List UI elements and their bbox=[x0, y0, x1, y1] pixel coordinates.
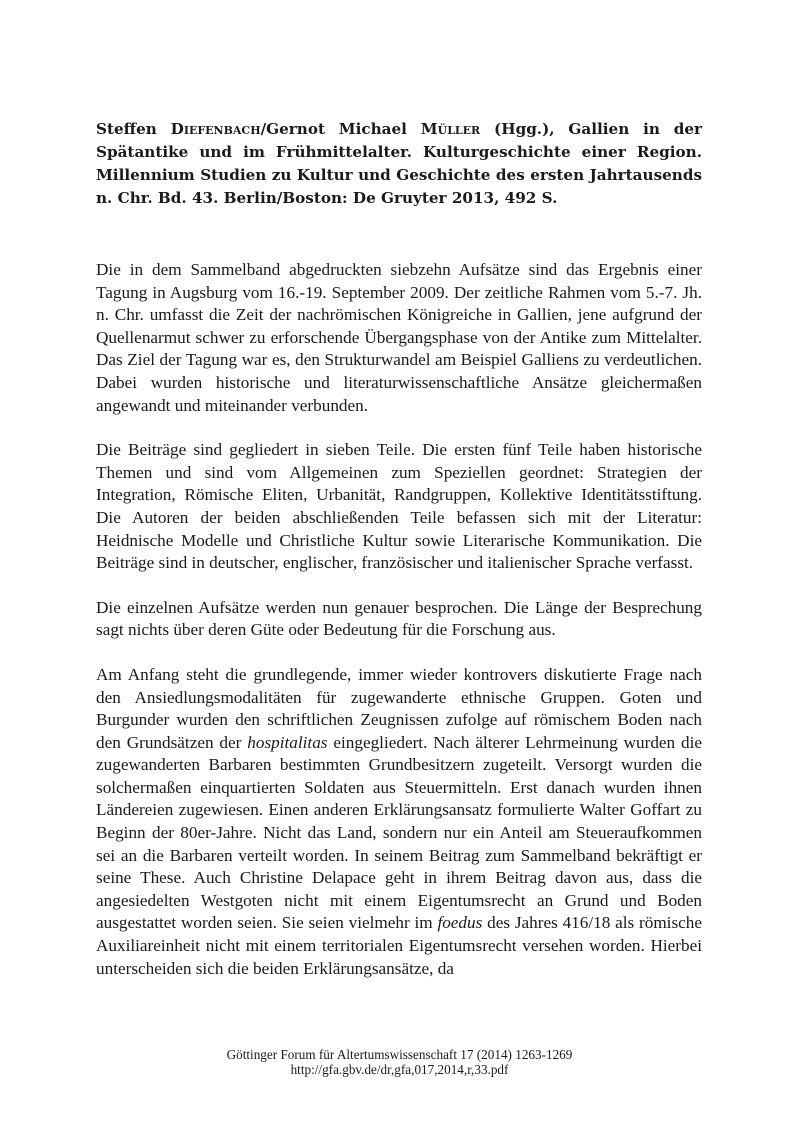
author2-first: Gernot Michael bbox=[266, 120, 421, 138]
paragraph-2: Die Beiträge sind gegliedert in sieben Teile. Die ersten fünf Teile haben historische Themen und sind vom Allgemeinen zum Speziellen geordnet: Strategien der Integration, Römische Eliten, Urbanität, Randgruppen, Kollektive Identitätsstiftung. Die Autoren der beiden abschließenden Teile befassen sich mit der Literatur: Heidnische Modelle und Christliche Kultur sowie Literarische Kommunikation. Die Beiträge sind in deutscher, englischer, französischer und italienischer Sprache verfasst. bbox=[96, 440, 702, 573]
paragraph-4-part-a: Am Anfang steht die grundlegende, immer wieder kontrovers diskutierte Frage nach den Ansiedlungsmodalitäten für zugewanderte ethnische Gruppen. Goten und Burgunder wurden den schriftlichen Zeugnissen zufolge auf römischem Boden nach den Grundsätzen der bbox=[96, 664, 702, 752]
author1-first: Steffen bbox=[96, 120, 171, 138]
author-separator: / bbox=[260, 120, 267, 138]
review-body bbox=[96, 259, 702, 980]
footer-url: http://gfa.gbv.de/dr,gfa,017,2014,r,33.pdf bbox=[290, 1062, 509, 1077]
paragraph-4 bbox=[96, 664, 702, 980]
paragraph-4-part-c: des Jahres 416/18 als römische Auxiliareinheit nicht mit einem territorialen Eigentumsrecht versehen worden. Hierbei unterscheiden sich die beiden Erklärungsansätze, da bbox=[96, 913, 702, 978]
paragraph-1: Die in dem Sammelband abgedruckten siebzehn Aufsätze sind das Ergebnis einer Tagung in Augsburg vom 16.-19. September 2009. Der zeitliche Rahmen vom 5.-7. Jh. n. Chr. umfasst die Zeit der nachrömischen Königreiche in Gallien, jene aufgrund der Quellenarmut schwer zu erforschende Übergangsphase von der Antike zum Mittelalter. Das Ziel der Tagung war es, den Strukturwandel am Beispiel Galliens zu verdeutlichen. Dabei wurden historische und literaturwissenschaftliche Ansätze gleichermaßen angewandt und miteinander verbunden. bbox=[96, 260, 702, 415]
page-footer bbox=[0, 1047, 799, 1077]
term-foedus: foedus bbox=[437, 913, 483, 933]
paragraph-4-part-b: eingegliedert. Nach älterer Lehrmeinung wurden die zugewanderten Barbaren bestimmten Grundbesitzern zugeteilt. Versorgt wurden die solchermaßen einquartierten Soldaten aus Steuermitteln. Erst danach wurden ihnen Ländereien zugewiesen. Einen anderen Erklärungsansatz formulierte Walter Goffart zu Beginn der 80er-Jahre. Nicht das Land, sondern nur ein Anteil am Steueraufkommen sei an die Barbaren verteilt worden. In seinem Beitrag zum Sammelband bekräftigt er seine These. Auch Christine Delapace geht in ihrem Beitrag davon aus, dass die angesiedelten Westgoten nicht mit einem Eigentumsrecht an Grund und Boden ausgestattet worden seien. Sie seien vielmehr im bbox=[96, 732, 703, 933]
author1-last: Diefenbach bbox=[170, 120, 261, 138]
footer-journal: Göttinger Forum für Altertumswissenschaft 17 (2014) 1263-1269 bbox=[226, 1047, 573, 1062]
citation-rest: (Hgg.), Gallien in der Spätantike und im Frühmittelalter. Kulturgeschichte einer Region. Millennium Studien zu Kultur und Geschichte des ersten Jahrtausends n. Chr. Bd. 43. Berlin/Boston: De Gruyter 2013, 492 S. bbox=[96, 120, 702, 207]
citation-heading bbox=[96, 118, 702, 210]
paragraph-3: Die einzelnen Aufsätze werden nun genauer besprochen. Die Länge der Besprechung sagt nichts über deren Güte oder Bedeutung für die Forschung aus. bbox=[96, 597, 702, 640]
author2-last: Müller bbox=[420, 120, 481, 138]
document-page bbox=[96, 118, 702, 980]
term-hospitalitas: hospitalitas bbox=[247, 732, 328, 752]
